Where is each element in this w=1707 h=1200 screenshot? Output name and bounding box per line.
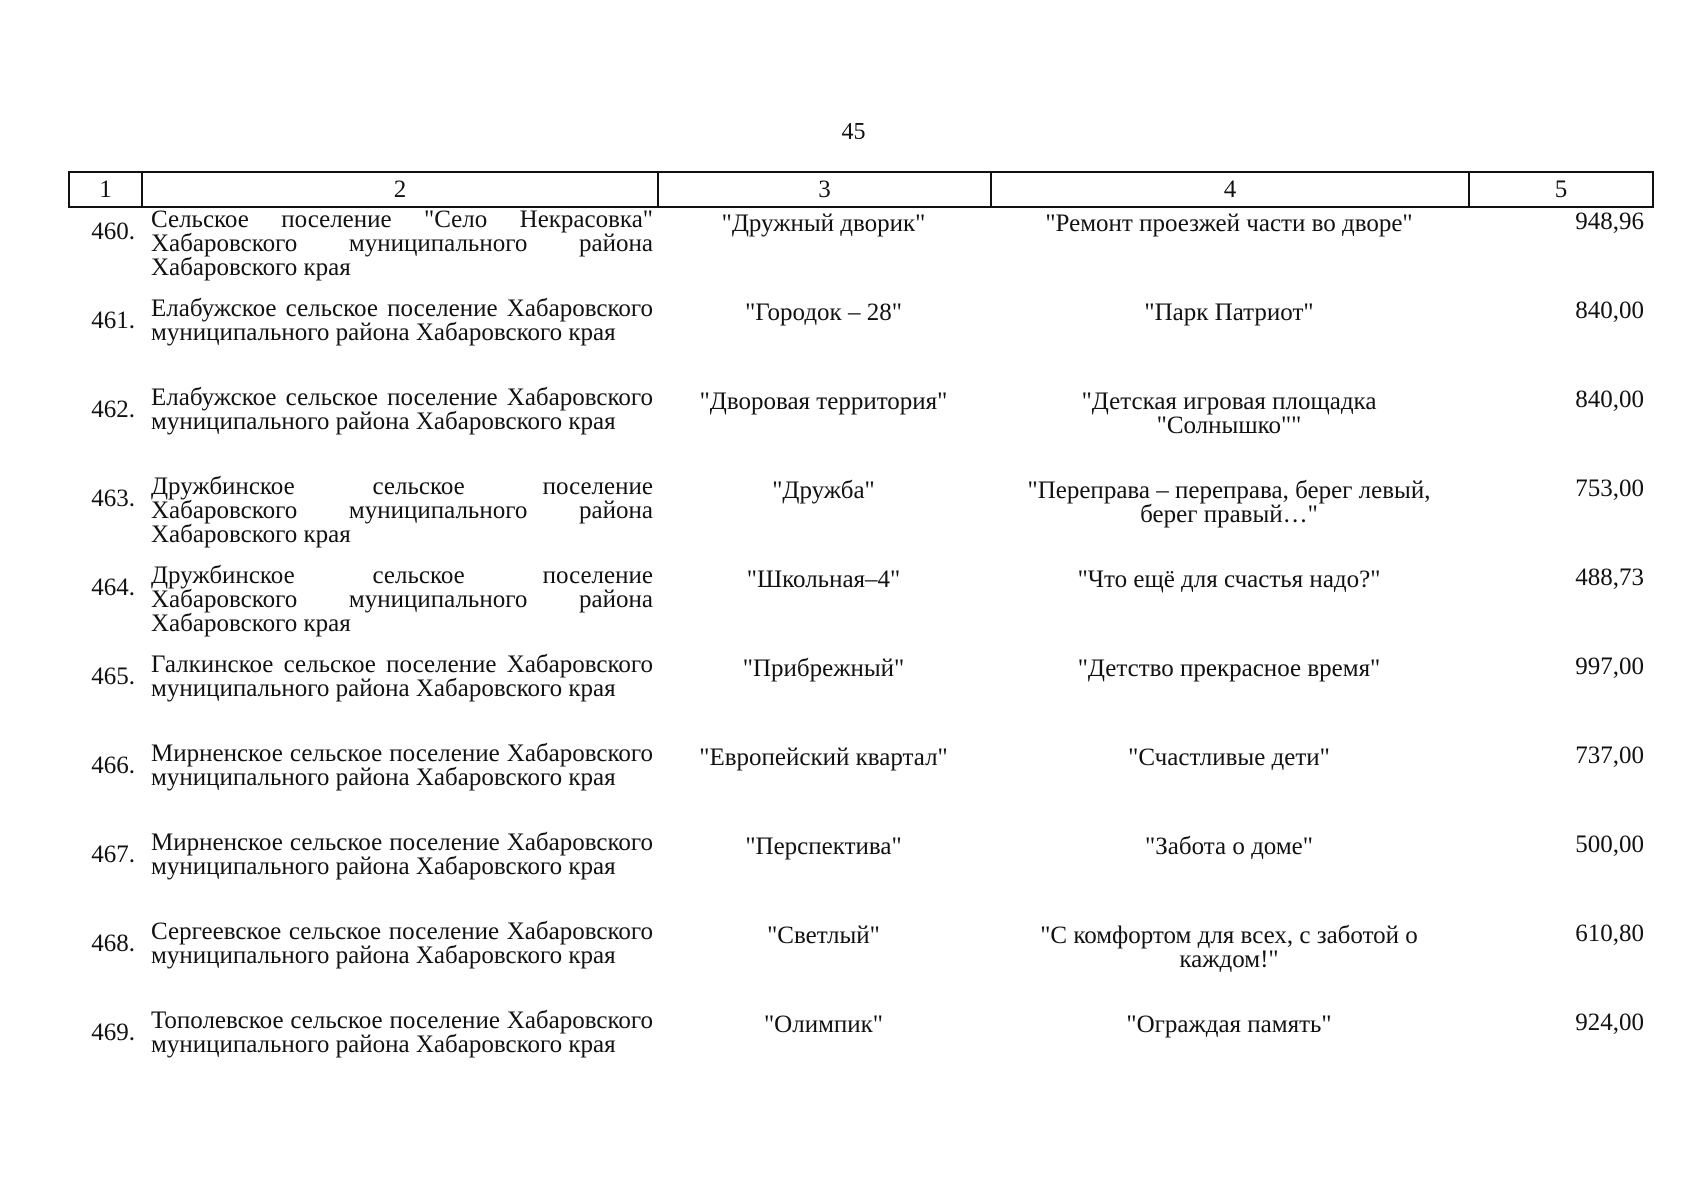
project-name: "Городок – 28" [745,299,902,326]
amount: 840,00 [1575,297,1644,324]
project-name: "Перспектива" [745,833,902,860]
amount: 948,96 [1575,208,1644,235]
table-row [68,831,1654,920]
table-header [68,171,1654,208]
project-name: "Светлый" [767,922,880,949]
project-title: "Переправа – переправа, берег левый, берег правый…" [1027,477,1431,528]
row-number: 468. [91,930,135,957]
amount: 924,00 [1575,1009,1644,1036]
amount: 500,00 [1575,831,1644,858]
project-title: "Что ещё для счастья надо?" [1077,566,1381,593]
header-cell-5: 5 [1554,176,1568,203]
project-name: "Олимпик" [763,1011,884,1038]
row-number: 465. [91,663,135,690]
row-number: 466. [91,752,135,779]
project-name: "Дворовая территория" [699,388,948,415]
table-row [68,386,1654,475]
municipality-name: Мирненское сельское поселение Хабаровского муниципального района Хабаровского края [151,740,653,791]
municipality-name: Тополевское сельское поселение Хабаровского муниципального района Хабаровского края [151,1007,653,1058]
municipality-name: Елабужское сельское поселение Хабаровского муниципального района Хабаровского края [151,295,653,346]
municipality-name: Дружбинское сельское поселение Хабаровского муниципального района Хабаровского края [151,473,653,548]
row-number: 463. [91,485,135,512]
project-name: "Дружба" [772,477,875,504]
project-title: "Ограждая память" [1126,1011,1332,1038]
row-number: 462. [91,396,135,423]
project-title: "Счастливые дети" [1128,744,1330,771]
project-title: "Парк Патриот" [1144,299,1314,326]
table-body [68,208,1654,1098]
row-number: 469. [91,1019,135,1046]
project-name: "Европейский квартал" [699,744,948,771]
table-row [68,1009,1654,1098]
municipality-name: Мирненское сельское поселение Хабаровского муниципального района Хабаровского края [151,829,653,880]
project-title: "Забота о доме" [1145,833,1313,860]
project-title: "Детская игровая площадка "Солнышко"" [1081,388,1377,439]
table-row [68,564,1654,653]
municipality-name: Сергеевское сельское поселение Хабаровского муниципального района Хабаровского края [151,918,653,969]
municipality-name: Сельское поселение "Село Некрасовка" Хабаровского муниципального района Хабаровского края [151,206,653,281]
project-title: "Детство прекрасное время" [1077,655,1381,682]
amount: 488,73 [1575,564,1644,591]
project-name: "Дружный дворик" [721,210,926,237]
page-number: 45 [841,119,866,145]
table-row [68,742,1654,831]
table-row [68,208,1654,297]
project-name: "Прибрежный" [742,655,905,682]
municipality-name: Елабужское сельское поселение Хабаровского муниципального района Хабаровского края [151,384,653,435]
amount: 753,00 [1575,475,1644,502]
header-cell-2: 2 [143,173,659,206]
municipality-name: Дружбинское сельское поселение Хабаровского муниципального района Хабаровского края [151,562,653,637]
header-cell-1: 1 [70,173,143,206]
table-row [68,653,1654,742]
table-row [68,475,1654,564]
header-cell-3: 3 [659,173,992,206]
amount: 997,00 [1575,653,1644,680]
municipality-name: Галкинское сельское поселение Хабаровского муниципального района Хабаровского края [151,651,653,702]
project-name: "Школьная–4" [746,566,901,593]
table-row [68,920,1654,1009]
amount: 840,00 [1575,386,1644,413]
table-row [68,297,1654,386]
row-number: 467. [91,841,135,868]
project-title: "Ремонт проезжей части во дворе" [1045,210,1413,237]
row-number: 461. [91,307,135,334]
row-number: 460. [91,218,135,245]
header-cell-4: 4 [992,173,1470,206]
project-title: "С комфортом для всех, с заботой о каждом!" [1040,922,1418,973]
amount: 610,80 [1575,920,1644,947]
amount: 737,00 [1575,742,1644,769]
row-number: 464. [91,574,135,601]
